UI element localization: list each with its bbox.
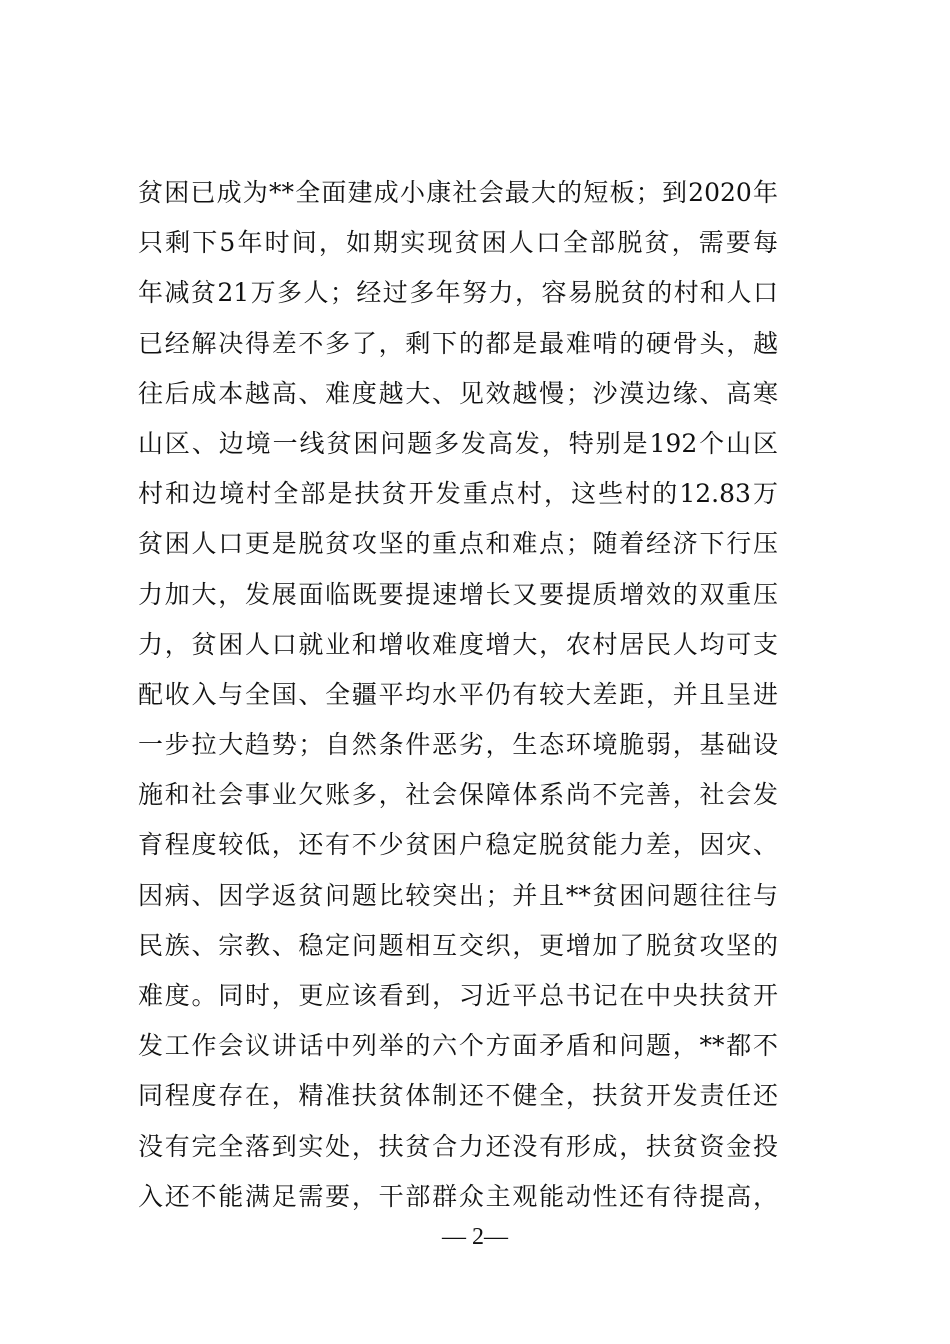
text-line-2: 只剩下5年时间，如期实现贫困人口全部脱贫，需要每 [138,228,778,258]
page-number: — 2— [442,1224,508,1250]
text-line-12: 一步拉大趋势；自然条件恶劣，生态环境脆弱，基础设 [138,730,778,760]
text-line-7: 村和边境村全部是扶贫开发重点村，这些村的12.83万 [138,479,778,509]
text-line-19: 同程度存在，精准扶贫体制还不健全，扶贫开发责任还 [138,1081,778,1111]
text-line-11: 配收入与全国、全疆平均水平仍有较大差距，并且呈进 [138,679,778,709]
text-line-6: 山区、边境一线贫困问题多发高发，特别是192个山区 [138,428,778,458]
text-line-17: 难度。同时，更应该看到，习近平总书记在中央扶贫开 [138,981,778,1010]
text-line-20: 没有完全落到实处，扶贫合力还没有形成，扶贫资金投 [138,1131,778,1161]
body-text [138,168,778,1222]
text-line-21: 入还不能满足需要，干部群众主观能动性还有待提高， [138,1181,778,1211]
text-line-15: 因病、因学返贫问题比较突出；并且**贫困问题往往与 [138,880,778,910]
text-line-8: 贫困人口更是脱贫攻坚的重点和难点；随着经济下行压 [138,529,778,559]
text-line-9: 力加大，发展面临既要提速增长又要提质增效的双重压 [138,579,778,609]
text-line-13: 施和社会事业欠账多，社会保障体系尚不完善，社会发 [138,780,778,810]
text-line-18: 发工作会议讲话中列举的六个方面矛盾和问题，**都不 [138,1031,778,1061]
text-line-5: 往后成本越高、难度越大、见效越慢；沙漠边缘、高寒 [138,378,778,408]
text-line-14: 育程度较低，还有不少贫困户稳定脱贫能力差，因灾、 [138,830,778,860]
text-line-1: 贫困已成为**全面建成小康社会最大的短板；到2020年 [138,178,778,207]
text-line-4: 已经解决得差不多了，剩下的都是最难啃的硬骨头，越 [138,328,778,358]
text-line-10: 力，贫困人口就业和增收难度增大，农村居民人均可支 [138,629,778,659]
text-line-3: 年减贫21万多人；经过多年努力，容易脱贫的村和人口 [138,278,778,308]
text-line-16: 民族、宗教、稳定问题相互交织，更增加了脱贫攻坚的 [138,930,778,960]
